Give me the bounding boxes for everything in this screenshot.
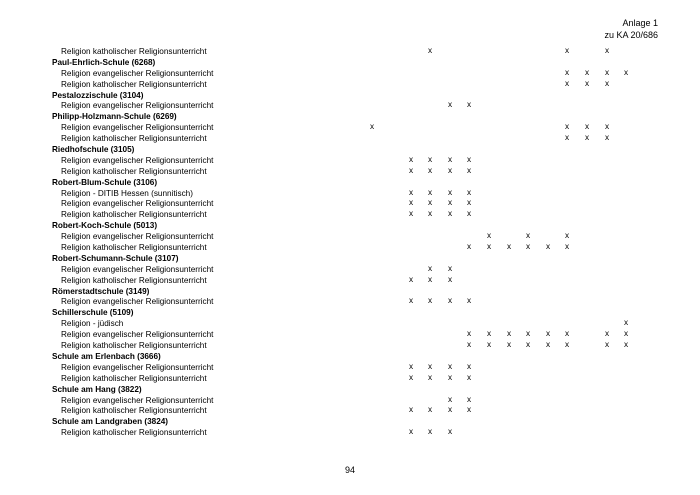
school-heading-row xyxy=(0,417,700,428)
annex-reference xyxy=(604,17,658,41)
offer-mark: x xyxy=(585,133,590,143)
offer-mark: x xyxy=(487,242,492,252)
offer-mark: x xyxy=(565,67,570,77)
course-row xyxy=(0,199,700,210)
offer-mark: x xyxy=(565,122,570,132)
course-row xyxy=(0,167,700,178)
offer-mark: x xyxy=(448,263,453,273)
offer-mark: x xyxy=(605,133,610,143)
offer-mark: x xyxy=(487,329,492,339)
course-row xyxy=(0,101,700,112)
course-row xyxy=(0,210,700,221)
course-row xyxy=(0,363,700,374)
offer-mark: x xyxy=(526,340,531,350)
school-heading-row xyxy=(0,112,700,123)
course-name: Religion evangelischer Religionsunterricht xyxy=(61,395,214,405)
course-name: Religion evangelischer Religionsunterricht xyxy=(61,101,214,111)
course-row xyxy=(0,341,700,352)
offer-mark: x xyxy=(409,198,414,208)
offer-mark: x xyxy=(624,340,629,350)
course-name: Religion katholischer Religionsunterricht xyxy=(61,243,207,253)
annex-label: Anlage 1 xyxy=(622,18,658,28)
offer-mark: x xyxy=(467,405,472,415)
school-heading-row xyxy=(0,308,700,319)
school-heading-row xyxy=(0,221,700,232)
offer-mark: x xyxy=(428,187,433,197)
offer-mark: x xyxy=(467,209,472,219)
offer-mark: x xyxy=(428,263,433,273)
school-heading-row xyxy=(0,287,700,298)
course-name: Religion evangelischer Religionsunterricht xyxy=(61,199,214,209)
offer-mark: x xyxy=(605,46,610,55)
school-name: Riedhofschule (3105) xyxy=(52,145,135,155)
offer-mark: x xyxy=(565,231,570,241)
offer-mark: x xyxy=(428,405,433,415)
course-name: Religion evangelischer Religionsunterricht xyxy=(61,264,214,274)
offer-mark: x xyxy=(448,165,453,175)
course-row xyxy=(0,80,700,91)
offer-mark: x xyxy=(409,165,414,175)
offer-mark: x xyxy=(624,318,629,328)
offer-mark: x xyxy=(546,242,551,252)
offer-mark: x xyxy=(605,78,610,88)
school-heading-row xyxy=(0,178,700,189)
offer-mark: x xyxy=(409,154,414,164)
offer-mark: x xyxy=(409,372,414,382)
offer-mark: x xyxy=(467,165,472,175)
offer-mark: x xyxy=(585,78,590,88)
offer-mark: x xyxy=(467,242,472,252)
offer-mark: x xyxy=(409,361,414,371)
course-row xyxy=(0,428,700,439)
offer-mark: x xyxy=(448,427,453,437)
offer-mark: x xyxy=(487,340,492,350)
course-name: Religion katholischer Religionsunterricht xyxy=(61,166,207,176)
course-name: Religion katholischer Religionsunterricht xyxy=(61,406,207,416)
course-name: Religion katholischer Religionsunterricht xyxy=(61,373,207,383)
offer-mark: x xyxy=(448,187,453,197)
offer-mark: x xyxy=(467,361,472,371)
course-row xyxy=(0,47,700,58)
course-name: Religion evangelischer Religionsunterricht xyxy=(61,362,214,372)
offer-mark: x xyxy=(409,296,414,306)
school-heading-row xyxy=(0,352,700,363)
course-name: Religion evangelischer Religionsunterricht xyxy=(61,68,214,78)
course-name: Religion evangelischer Religionsunterricht xyxy=(61,123,214,133)
course-row xyxy=(0,297,700,308)
course-row xyxy=(0,232,700,243)
school-name: Paul-Ehrlich-Schule (6268) xyxy=(52,57,156,67)
offer-mark: x xyxy=(448,198,453,208)
offer-mark: x xyxy=(448,394,453,404)
offer-mark: x xyxy=(428,296,433,306)
offer-mark: x xyxy=(565,133,570,143)
offer-mark: x xyxy=(409,274,414,284)
page-number: 94 xyxy=(344,465,355,475)
school-heading-row xyxy=(0,254,700,265)
offer-mark: x xyxy=(448,361,453,371)
offer-mark: x xyxy=(585,67,590,77)
offer-mark: x xyxy=(409,187,414,197)
offer-mark: x xyxy=(467,154,472,164)
offer-mark: x xyxy=(565,242,570,252)
offer-mark: x xyxy=(448,100,453,110)
course-row xyxy=(0,156,700,167)
offer-mark: x xyxy=(448,274,453,284)
offer-mark: x xyxy=(585,122,590,132)
school-name: Robert-Koch-Schule (5013) xyxy=(52,221,158,231)
offer-mark: x xyxy=(467,187,472,197)
offer-mark: x xyxy=(605,329,610,339)
offer-mark: x xyxy=(428,427,433,437)
offer-mark: x xyxy=(507,340,512,350)
school-heading-row xyxy=(0,145,700,156)
school-name: Schule am Hang (3822) xyxy=(52,384,142,394)
offer-mark: x xyxy=(565,46,570,55)
course-name: Religion katholischer Religionsunterricht xyxy=(61,341,207,351)
offer-mark: x xyxy=(565,78,570,88)
offer-mark: x xyxy=(526,329,531,339)
course-row xyxy=(0,406,700,417)
school-name: Schule am Erlenbach (3666) xyxy=(52,351,161,361)
offer-mark: x xyxy=(428,274,433,284)
offer-mark: x xyxy=(546,340,551,350)
course-row xyxy=(0,265,700,276)
offer-mark: x xyxy=(467,394,472,404)
offer-mark: x xyxy=(428,209,433,219)
course-name: Religion evangelischer Religionsunterricht xyxy=(61,232,214,242)
offer-mark: x xyxy=(448,296,453,306)
course-row xyxy=(0,243,700,254)
school-name: Philipp-Holzmann-Schule (6269) xyxy=(52,112,177,122)
offer-mark: x xyxy=(448,154,453,164)
course-row xyxy=(0,330,700,341)
offer-mark: x xyxy=(526,242,531,252)
course-row xyxy=(0,276,700,287)
offer-mark: x xyxy=(526,231,531,241)
course-name: Religion katholischer Religionsunterricht xyxy=(61,79,207,89)
offer-mark: x xyxy=(487,231,492,241)
course-name: Religion katholischer Religionsunterricht xyxy=(61,210,207,220)
offer-mark: x xyxy=(448,209,453,219)
offer-mark: x xyxy=(605,122,610,132)
offer-mark: x xyxy=(565,329,570,339)
offer-mark: x xyxy=(467,340,472,350)
offer-mark: x xyxy=(467,296,472,306)
course-name: Religion katholischer Religionsunterricht xyxy=(61,428,207,438)
offer-mark: x xyxy=(428,361,433,371)
course-name: Religion katholischer Religionsunterricht xyxy=(61,134,207,144)
offer-mark: x xyxy=(428,165,433,175)
offer-mark: x xyxy=(565,340,570,350)
offer-mark: x xyxy=(409,405,414,415)
school-name: Robert-Blum-Schule (3106) xyxy=(52,177,158,187)
offer-mark: x xyxy=(507,329,512,339)
course-row xyxy=(0,134,700,145)
offer-mark: x xyxy=(467,100,472,110)
course-name: Religion - jüdisch xyxy=(61,319,124,329)
offer-mark: x xyxy=(605,340,610,350)
offer-mark: x xyxy=(624,67,629,77)
offer-mark: x xyxy=(448,405,453,415)
offer-mark: x xyxy=(409,427,414,437)
course-row xyxy=(0,396,700,407)
school-course-table xyxy=(0,47,700,439)
course-row xyxy=(0,319,700,330)
school-name: Römerstadtschule (3149) xyxy=(52,286,150,296)
course-name: Religion evangelischer Religionsunterricht xyxy=(61,297,214,307)
offer-mark: x xyxy=(428,154,433,164)
offer-mark: x xyxy=(448,372,453,382)
offer-mark: x xyxy=(370,122,375,132)
course-name: Religion katholischer Religionsunterricht xyxy=(61,275,207,285)
school-name: Robert-Schumann-Schule (3107) xyxy=(52,253,179,263)
offer-mark: x xyxy=(428,198,433,208)
offer-mark: x xyxy=(546,329,551,339)
school-name: Schule am Landgraben (3824) xyxy=(52,417,169,427)
school-heading-row xyxy=(0,385,700,396)
offer-mark: x xyxy=(467,198,472,208)
school-heading-row xyxy=(0,58,700,69)
course-row xyxy=(0,123,700,134)
offer-mark: x xyxy=(624,329,629,339)
course-name: Religion - DITIB Hessen (sunnitisch) xyxy=(61,188,193,198)
course-row xyxy=(0,69,700,80)
course-name: Religion evangelischer Religionsunterricht xyxy=(61,155,214,165)
offer-mark: x xyxy=(409,209,414,219)
course-row xyxy=(0,374,700,385)
school-heading-row xyxy=(0,91,700,102)
school-name: Schillerschule (5109) xyxy=(52,308,134,318)
course-row xyxy=(0,189,700,200)
course-name: Religion evangelischer Religionsunterricht xyxy=(61,330,214,340)
document-reference: zu KA 20/686 xyxy=(604,30,658,40)
offer-mark: x xyxy=(467,372,472,382)
course-name: Religion katholischer Religionsunterricht xyxy=(61,47,207,56)
offer-mark: x xyxy=(428,46,433,55)
offer-mark: x xyxy=(467,329,472,339)
school-name: Pestalozzischule (3104) xyxy=(52,90,144,100)
offer-mark: x xyxy=(428,372,433,382)
offer-mark: x xyxy=(507,242,512,252)
offer-mark: x xyxy=(605,67,610,77)
